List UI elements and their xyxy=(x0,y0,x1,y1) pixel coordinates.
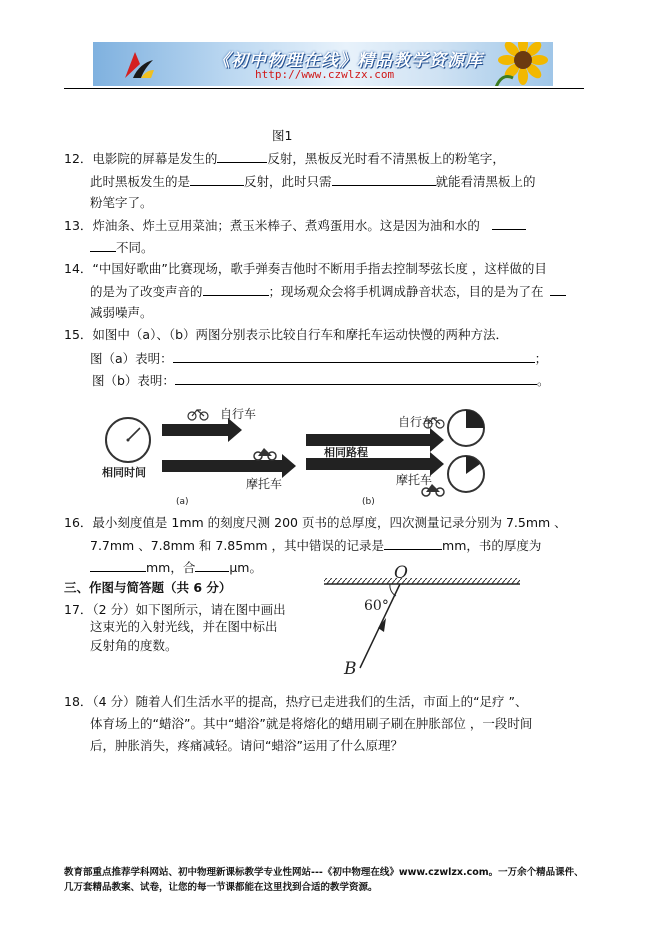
q16-blank1[interactable] xyxy=(384,537,442,550)
mirror-hatch xyxy=(324,578,520,584)
q15-blank-b[interactable] xyxy=(175,372,537,385)
figure1-caption: 图1 xyxy=(272,128,293,143)
q12-line2: 此时黑板发生的是 反射，此时只需 就能看清黑板上的 xyxy=(90,174,536,189)
clock-b-bottom-icon xyxy=(448,456,484,492)
label-same-distance: 相同路程 xyxy=(324,446,368,459)
q12-blank2[interactable] xyxy=(190,173,244,186)
q16-line1: 16．最小刻度值是 1mm 的刻度尺测 200 页书的总厚度，四次测量记录分别为 7.5mm 、 xyxy=(64,515,567,530)
q15-line-a: 图（a）表明： ； xyxy=(90,351,548,366)
q17-line2: 这束光的入射光线，并在图中标出 xyxy=(90,619,278,634)
q12-number: 12． xyxy=(64,151,93,166)
q15-number: 15． xyxy=(64,327,93,342)
banner-url[interactable]: http://www.czwlzx.com xyxy=(255,68,395,81)
footer-line2: 几万套精品教案、试卷，让您的每一节课都能在这里找到合适的教学资源。 xyxy=(64,882,378,893)
q17-line1: 17．（2 分）如下图所示，请在图中画出 xyxy=(64,602,286,617)
figure15-diagram xyxy=(100,400,496,508)
q16-line2: 7.7mm 、7.8mm 和 7.85mm ，其中错误的记录是 mm，书的厚度为 xyxy=(90,538,542,553)
label-motorcycle-a: 摩托车 xyxy=(246,477,283,491)
q13-blank1[interactable] xyxy=(492,217,526,230)
footer-line1: 教育部重点推荐学科网站、初中物理新课标教学专业性网站---《初中物理在线》www.czwlzx.com。一万余个精品课件、 xyxy=(64,867,584,878)
site-logo-icon xyxy=(121,48,155,82)
q12-blank3[interactable] xyxy=(332,173,436,186)
q14-line3: 减弱噪声。 xyxy=(90,305,153,320)
header-banner xyxy=(93,42,553,86)
point-o-label: O xyxy=(394,563,408,583)
figure17-diagram xyxy=(320,562,526,678)
label-motorcycle-b: 摩托车 xyxy=(396,473,433,487)
arrow-bicycle-a xyxy=(162,418,242,442)
banner-title: 《初中物理在线》精品教学资源库 xyxy=(213,51,483,71)
q18-line1: 18．（4 分）随着人们生活水平的提高，热疗已走进我们的生活，市面上的“足疗 ”、 xyxy=(64,694,528,709)
q13-blank1-cont[interactable] xyxy=(90,239,116,252)
q12-line1: 12．电影院的屏幕是发生的 反射，黑板反光时看不清黑板上的粉笔字， xyxy=(64,151,505,166)
q14-number: 14． xyxy=(64,261,93,276)
q14-blank1[interactable] xyxy=(203,283,269,296)
bicycle-a-icon xyxy=(188,410,208,420)
motorcycle-a-icon xyxy=(254,448,276,460)
q15-line-b: 图（b）表明： 。 xyxy=(92,373,550,388)
q14-line2: 的是为了改变声音的 ；现场观众会将手机调成静音状态，目的是为了在 xyxy=(90,283,566,300)
q16-blank2[interactable] xyxy=(90,559,146,572)
sunflower-icon xyxy=(485,42,553,86)
q15-blank-a[interactable] xyxy=(173,350,535,363)
label-bicycle-b: 自行车 xyxy=(398,415,435,429)
q13-number: 13． xyxy=(64,218,93,233)
q17-number: 17． xyxy=(64,602,93,617)
q13-line1: 13．炸油条、炸土豆用菜油；煮玉米棒子、煮鸡蛋用水。这是因为油和水的 xyxy=(64,217,526,234)
angle-label: 60° xyxy=(364,598,389,614)
section3-heading: 三、作图与简答题（共 6 分） xyxy=(64,580,232,595)
caption-b: (b) xyxy=(362,497,375,507)
q15-line1: 15．如图中（a）、（b）两图分别表示比较自行车和摩托车运动快慢的两种方法． xyxy=(64,327,509,342)
q16-blank3[interactable] xyxy=(195,559,229,572)
q18-line3: 后，肿胀消失，疼痛减轻。请问“蜡浴”运用了什么原理？ xyxy=(90,738,403,753)
q17-line3: 反射角的度数。 xyxy=(90,638,178,653)
caption-a: (a) xyxy=(176,497,189,507)
q13-line2: 不同。 xyxy=(90,239,154,256)
q12-blank1[interactable] xyxy=(217,150,267,163)
q16-line3: mm，合 μm。 xyxy=(90,559,262,576)
point-b-label: B xyxy=(344,659,357,678)
clock-a-icon xyxy=(106,418,150,462)
label-bicycle-a: 自行车 xyxy=(220,407,257,421)
q18-number: 18． xyxy=(64,694,93,709)
q12-line3: 粉笔字了。 xyxy=(90,195,153,210)
q16-number: 16． xyxy=(64,515,93,530)
q18-line2: 体育场上的“蜡浴”。其中“蜡浴”就是将熔化的蜡用刷子刷在肿胀部位 ，一段时间 xyxy=(90,716,533,731)
header-rule xyxy=(64,88,584,89)
clock-b-top-icon xyxy=(448,410,484,446)
q14-blank2[interactable] xyxy=(550,283,566,296)
q14-line1: 14．“中国好歌曲”比赛现场，歌手弹奏吉他时不断用手指去控制琴弦长度 ，这样做的目 xyxy=(64,261,547,276)
label-same-time: 相同时间 xyxy=(102,466,146,479)
